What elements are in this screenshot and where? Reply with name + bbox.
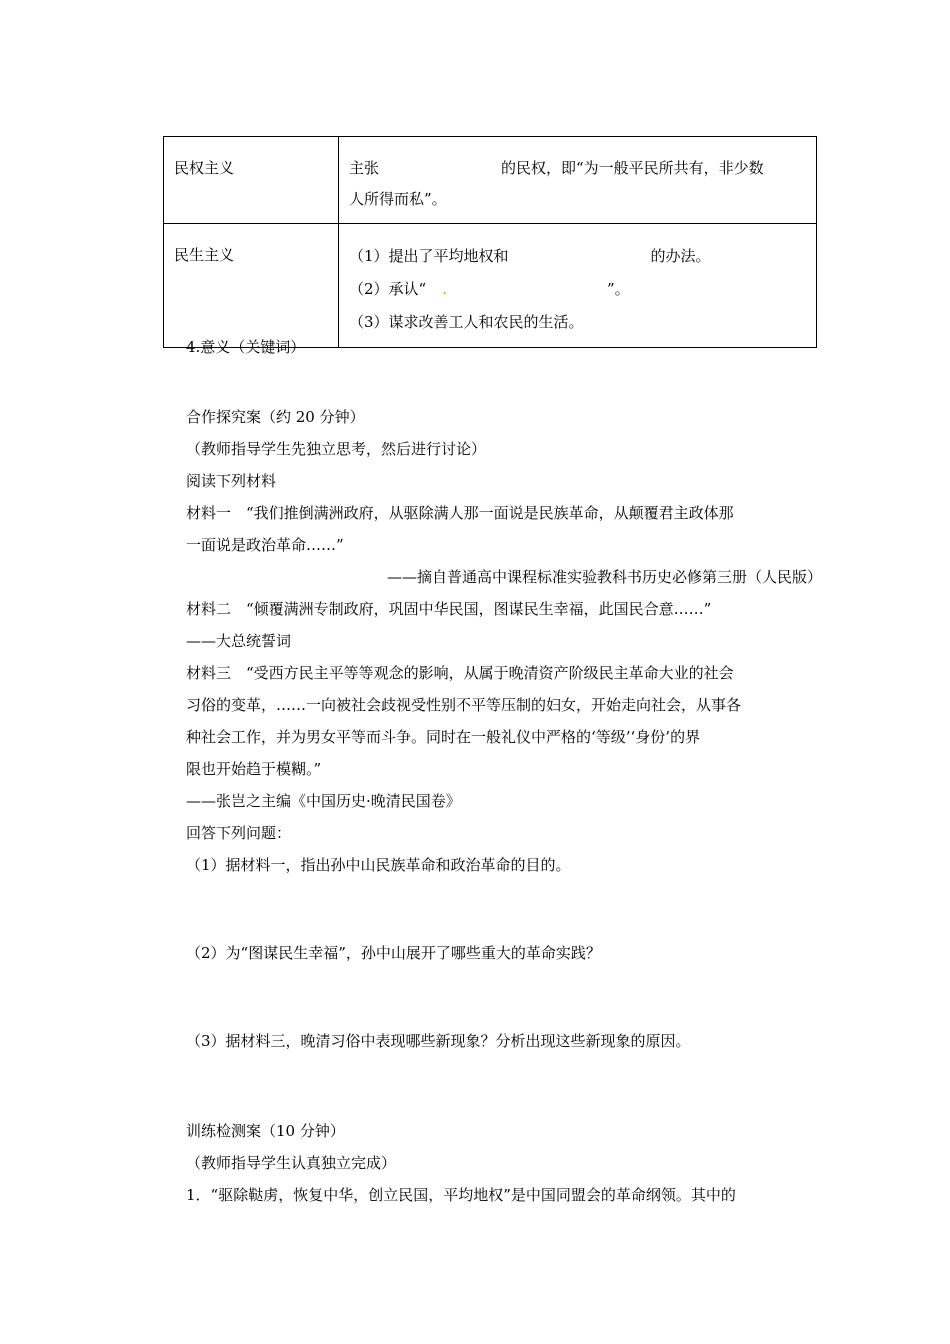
material-three-source: ——张岂之主编《中国历史·晚清民国卷》 bbox=[186, 792, 461, 810]
material-three: 材料三 “受西方民主平等等观念的影响，从属于晚清资产阶级民主革命大业的社会 bbox=[186, 664, 734, 682]
material-two-source: ——大总统誓词 bbox=[186, 632, 292, 650]
coop-note: （教师指导学生先独立思考，然后进行讨论） bbox=[186, 440, 487, 458]
coop-title: 合作探究案（约 20 分钟） bbox=[186, 408, 365, 426]
material-two: 材料二 “倾覆满洲专制政府，巩固中华民国，图谋民生幸福，此国民合意……” bbox=[186, 600, 712, 618]
section-meaning: 4.意义（关键词） bbox=[186, 338, 306, 356]
cell-text: 人所得而私”。 bbox=[349, 190, 447, 208]
row-content bbox=[339, 137, 817, 224]
material-one-source: ——摘自普通高中课程标准实验教科书历史必修第三册（人民版） bbox=[386, 568, 822, 586]
cell-text: （1）提出了平均地权和 bbox=[349, 247, 509, 265]
train-title: 训练检测案（10 分钟） bbox=[186, 1122, 345, 1140]
material-three-cont: 种社会工作，并为男女平等而斗争。同时在一般礼仪中严格的‘等级’‘身份’的界 bbox=[186, 728, 701, 746]
cell-text: ”。 bbox=[607, 280, 630, 298]
question-1: （1）据材料一，指出孙中山民族革命和政治革命的目的。 bbox=[186, 856, 571, 874]
train-question-1: 1．“驱除鞑虏，恢复中华，创立民国，平均地权”是中国同盟会的革命纲领。其中的 bbox=[186, 1186, 736, 1204]
material-one: 材料一 “我们推倒满洲政府，从驱除满人那一面说是民族革命，从颠覆君主政体那 bbox=[186, 504, 734, 522]
table-row bbox=[164, 137, 817, 224]
question-3: （3）据材料三，晚清习俗中表现哪些新现象？分析出现这些新现象的原因。 bbox=[186, 1032, 691, 1050]
material-one-cont: 一面说是政治革命……” bbox=[186, 536, 344, 554]
cell-text: （3）谋求改善工人和农民的生活。 bbox=[349, 313, 584, 331]
material-three-cont: 限也开始趋于模糊。” bbox=[186, 760, 322, 778]
row-content bbox=[339, 224, 817, 348]
read-prompt: 阅读下列材料 bbox=[186, 472, 277, 490]
principles-table bbox=[163, 136, 817, 348]
mark-dot: . bbox=[442, 280, 447, 298]
answer-prompt: 回答下列问题： bbox=[186, 824, 292, 842]
row-label: 民权主义 bbox=[164, 137, 339, 224]
cell-text: （2）承认“ bbox=[349, 280, 427, 298]
table-row bbox=[164, 224, 817, 348]
material-three-cont: 习俗的变革，……一向被社会歧视受性别不平等压制的妇女，开始走向社会，从事各 bbox=[186, 696, 742, 714]
cell-text: 的办法。 bbox=[650, 247, 711, 265]
train-note: （教师指导学生认真独立完成） bbox=[186, 1154, 397, 1172]
row-label: 民生主义 bbox=[164, 224, 339, 348]
cell-text: 的民权，即“为一般平民所共有，非少数 bbox=[501, 159, 764, 177]
cell-text: 主张 bbox=[349, 159, 380, 177]
question-2: （2）为“图谋民生幸福”，孙中山展开了哪些重大的革命实践？ bbox=[186, 944, 601, 962]
